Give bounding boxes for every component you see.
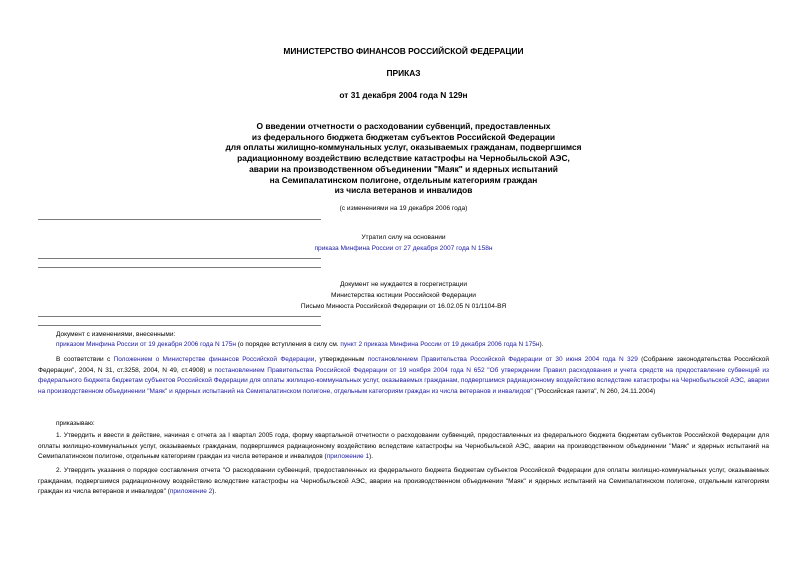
preamble-text: ("Российская газета", N 260, 24.11.2004) (532, 387, 656, 395)
divider (38, 219, 321, 220)
appendix-1-link[interactable]: приложение 1 (326, 453, 370, 461)
title-line: на Семипалатинском полигоне, отдельным категориям граждан (269, 174, 538, 185)
divider (38, 267, 321, 268)
changes-text: (о порядке вступления в силу см. (235, 341, 341, 348)
item-1-text: ). (369, 453, 374, 461)
regulation-link[interactable]: Положением о Министерстве финансов Российской Федерации (113, 356, 315, 363)
item-2-text: ). (212, 488, 217, 496)
divider (38, 316, 321, 317)
doc-type-heading: ПРИКАЗ (386, 68, 421, 78)
changes-label: Документ с изменениями, внесенными: (56, 331, 176, 338)
item-2-paragraph (38, 466, 769, 498)
document-title (170, 121, 637, 196)
title-line: из федерального бюджета бюджетам субъектов Российской Федерации (251, 131, 556, 142)
ministry-heading: МИНИСТЕРСТВО ФИНАНСОВ РОССИЙСКОЙ ФЕДЕРАЦИИ (283, 46, 524, 56)
preamble-text: (Собрание законодательства Российской Федерации", 2004, N 31, ст.3258, 2004, N 49, ст.4908) и (38, 356, 769, 374)
preamble-text: , утвержденным (314, 356, 368, 363)
registration-line: Министерства юстиции Российской Федерации (331, 292, 476, 299)
item-1-paragraph (38, 431, 769, 463)
resolution-652-link[interactable]: постановлением Правительства Российской Федерации от 19 ноября 2004 года N 652 "Об утверждении Правил расходования и учета средств на предоставление субвенций из федерального бюджета бюджетам субъектов Российской Федерации для оплаты жилищно-коммунальных услуг, оказываемых гражданам, подвергшимся радиационному воздействию вследствие катастрофы на Чернобыльской АЭС, аварии на производственном объединении "Маяк" и ядерных испытаний на Семипалатинском полигоне, отдельным категориям граждан из числа ветеранов и инвалидов" (38, 366, 769, 395)
title-line: О введении отчетности о расходовании субвенций, предоставленных (256, 121, 551, 131)
preamble-text: В соответствии с (56, 356, 114, 363)
title-line: радиационному воздействию вследствие катастрофы на Чернобыльской АЭС, (237, 153, 570, 164)
order-word: приказываю: (56, 420, 95, 427)
divider (38, 325, 321, 326)
registration-line: Документ не нуждается в госрегистрации (339, 281, 468, 288)
changes-text: ). (539, 341, 544, 348)
title-line: для оплаты жилищно-коммунальных услуг, оказываемых гражданам, подвергшимся (225, 142, 582, 153)
item-1-text: 1. Утвердить и ввести в действие, начиная с отчета за I квартал 2005 года, форму квартальной отчетности о расходовании субвенций, предоставленных из федерального бюджета бюджетам субъектов Российской Федерации для оплаты жилищно-коммунальных услуг, оказываемых гражданам, подвергшимся радиационному воздействию вследствие катастрофы на Чернобыльской АЭС, аварии на производственном объединении "Маяк" и ядерных испытаний на Семипалатинском полигоне, отдельным категориям граждан из числа ветеранов и инвалидов ( (38, 432, 769, 461)
amendment-link[interactable]: приказом Минфина России от 19 декабря 2006 года N 175н (56, 341, 236, 348)
date-number-heading: от 31 декабря 2004 года N 129н (339, 90, 468, 100)
title-line: аварии на производственном объединении "Маяк" и ядерных испытаний (249, 163, 558, 174)
expired-link[interactable]: приказа Минфина России от 27 декабря 2007 года N 158н (314, 245, 493, 252)
divider (38, 258, 321, 259)
appendix-2-link[interactable]: приложение 2 (169, 488, 213, 496)
resolution-329-link[interactable]: постановлением Правительства Российской Федерации от 30 июня 2004 года N 329 (367, 356, 638, 363)
changes-list (56, 340, 769, 351)
amendment-clause-link[interactable]: пункт 2 приказа Минфина России от 19 декабря 2006 года N 175н (340, 341, 540, 348)
expired-note: Утратил силу на основании (361, 234, 446, 241)
title-line: из числа ветеранов и инвалидов (334, 185, 473, 196)
registration-line: Письмо Минюста Российской Федерации от 16.02.05 N 01/1104-ВЯ (300, 303, 507, 310)
amended-note: (с изменениями на 19 декабря 2006 года) (339, 205, 468, 212)
item-2-text: 2. Утвердить указания о порядке составления отчета "О расходовании субвенций, предоставленных из федерального бюджета бюджетам субъектов Российской Федерации для оплаты жилищно-коммунальных услуг, оказываемых гражданам, подвергшимся радиационному воздействию вследствие катастрофы на Чернобыльской АЭС, аварии на производственном объединении "Маяк" и ядерных испытаний на Семипалатинском полигоне, отдельным категориям граждан из числа ветеранов и инвалидов" ( (38, 467, 769, 496)
preamble-paragraph (38, 355, 769, 397)
